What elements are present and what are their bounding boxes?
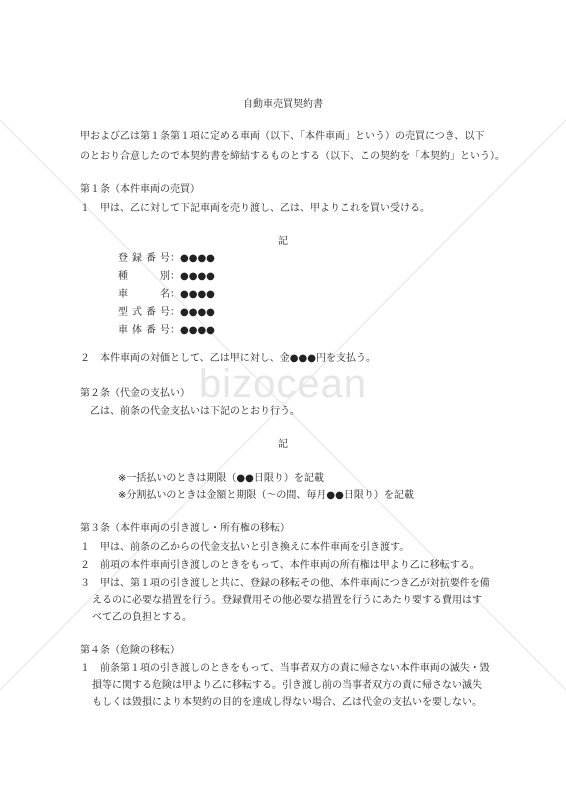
article-2-body: 乙は、前条の代金支払いは下記のとおり行う。 [90, 406, 300, 417]
preamble-line-1: 甲および乙は第１条第１項に定める車両（以下、「本件車両」という）の売買につき、以下 [80, 131, 485, 142]
article-1-item-1: １ 甲は、乙に対して下記車両を売り渡し、乙は、甲よりこれを買い受ける。 [80, 203, 430, 214]
article-1-ki: 記 [278, 236, 288, 247]
article-4-heading: 第４条（危険の移転） [80, 645, 180, 656]
article-3-heading: 第３条（本件車両の引き渡し・所有権の移転） [80, 523, 290, 534]
article-1-heading: 第１条（本件車両の売買） [80, 184, 200, 195]
watermark-logo: bizocean [198, 362, 368, 406]
vehicle-field-model: 型式番号：●●●● [118, 307, 215, 318]
article-2-ki: 記 [278, 439, 288, 450]
vehicle-field-name: 車 名：●●●● [118, 289, 215, 300]
article-3-item-1: １ 甲は、前条の乙からの代金支払いと引き換えに本件車両を引き渡す。 [80, 542, 410, 553]
article-4-item-1-line-2: 損等に関する危険は甲より乙に移転する。引き渡し前の当事者双方の責に帰さない滅失 [92, 680, 482, 691]
article-3-item-2: ２ 前項の本件車両引き渡しのときをもって、本件車両の所有権は甲より乙に移転する。 [80, 560, 480, 571]
vehicle-field-type: 種 別：●●●● [118, 271, 215, 282]
field-label: 種 別 [118, 271, 170, 282]
field-label: 型式番号 [118, 307, 170, 318]
article-2-heading: 第２条（代金の支払い） [80, 388, 190, 399]
article-3-item-3-line-3: べて乙の負担とする。 [92, 612, 192, 623]
article-2-note-2: ※分割払いのときは金額と期限（〜の間、毎月●●日限り）を記載 [118, 490, 414, 501]
field-label: 車 名 [118, 289, 170, 300]
document-title: 自動車売買契約書 [243, 99, 323, 110]
field-value: ●●●● [180, 289, 215, 300]
vehicle-field-chassis: 車体番号：●●●● [118, 325, 215, 336]
vehicle-field-registration: 登録番号：●●●● [118, 253, 215, 264]
article-1-item-2: ２ 本件車両の対価として、乙は甲に対し、金●●●円を支払う。 [80, 353, 376, 364]
article-4-item-1-line-1: １ 前条第１項の引き渡しのときをもって、当事者双方の責に帰さない本件車両の滅失・毀 [80, 663, 490, 674]
article-2-note-1: ※一括払いのときは期限（●●日限り）を記載 [118, 473, 324, 484]
field-label: 車体番号 [118, 325, 170, 336]
field-value: ●●●● [180, 253, 215, 264]
field-value: ●●●● [180, 325, 215, 336]
preamble-line-2: のとおり合意したので本契約書を締結するものとする（以下、この契約を「本契約」という）。 [80, 151, 505, 162]
field-label: 登録番号 [118, 253, 170, 264]
article-3-item-3-line-2: えるのに必要な措置を行う。登録費用その他必要な措置を行うにあたり要する費用はす [92, 595, 482, 606]
field-value: ●●●● [180, 307, 215, 318]
article-3-item-3-line-1: ３ 甲は、第１項の引き渡しと共に、登録の移転その他、本件車両につき乙が対抗要件を備 [80, 578, 490, 589]
field-value: ●●●● [180, 271, 215, 282]
article-4-item-1-line-3: もしくは毀損により本契約の目的を達成し得ない場合、乙は代金の支払いを要しない。 [92, 697, 482, 708]
